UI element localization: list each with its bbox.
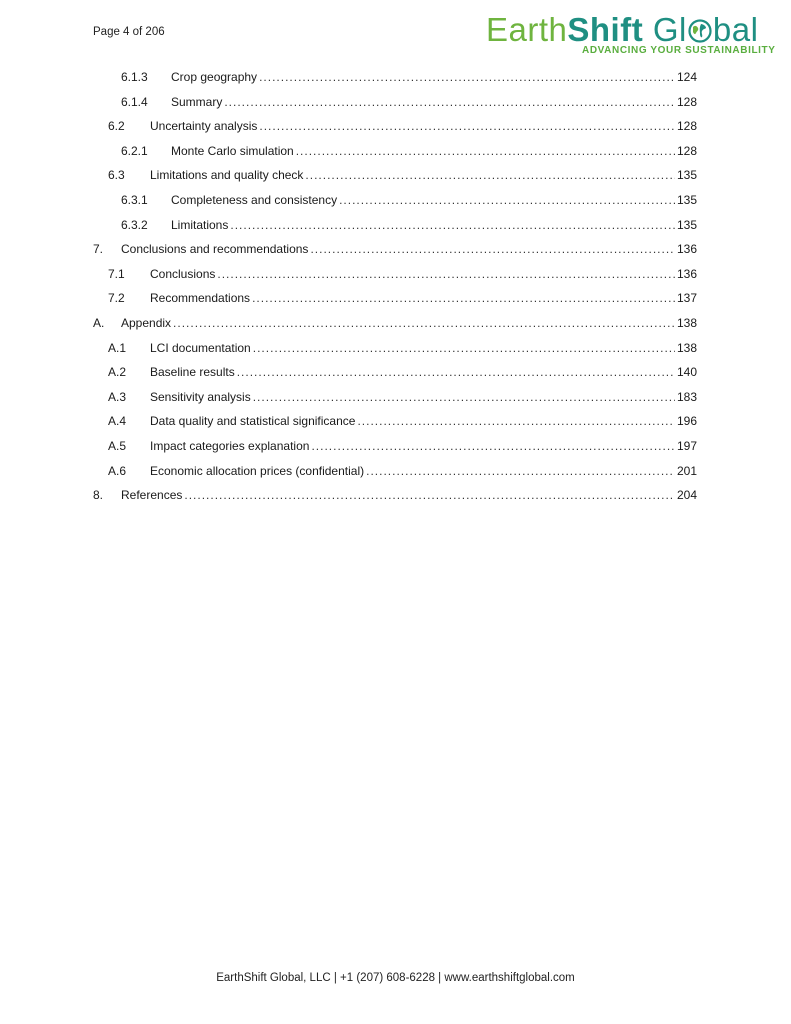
toc-dot-leader [366, 462, 675, 480]
toc-entry[interactable] [108, 437, 697, 455]
toc-entry-page: 183 [676, 389, 697, 404]
toc-entry-page: 197 [676, 439, 697, 453]
toc-entry-page: 196 [676, 414, 697, 429]
toc-dot-leader [224, 93, 675, 111]
toc-entry[interactable] [93, 240, 697, 258]
toc-entry[interactable] [121, 142, 697, 160]
toc-entry[interactable] [108, 462, 697, 480]
toc-entry-page: 135 [676, 193, 697, 207]
toc-entry-title: Crop geography [171, 70, 258, 84]
toc-entry[interactable] [108, 388, 697, 406]
toc-dot-leader [259, 68, 675, 86]
toc-entry[interactable] [93, 314, 697, 332]
toc-entry-page: 138 [676, 316, 697, 330]
toc-dot-leader [253, 388, 675, 406]
toc-entry-title: Conclusions and recommendations [121, 242, 309, 257]
toc-entry-page: 135 [676, 168, 697, 183]
logo-earth-text: Earth [486, 11, 568, 48]
toc-entry-title: Sensitivity analysis [150, 389, 251, 404]
toc-entry-page: 201 [676, 463, 697, 478]
toc-entry[interactable] [108, 363, 697, 381]
toc-dot-leader [259, 117, 675, 135]
toc-entry-title: Baseline results [150, 365, 235, 380]
toc-dot-leader [296, 142, 675, 160]
logo-wordmark [486, 12, 758, 48]
toc-entry[interactable] [108, 289, 697, 307]
toc-entry-page: 124 [676, 70, 697, 84]
toc-entry-title: Monte Carlo simulation [171, 143, 294, 158]
toc-dot-leader [310, 240, 675, 258]
toc-entry-title: Recommendations [150, 291, 251, 306]
toc-entry[interactable] [121, 68, 697, 86]
toc-entry-number: A. [93, 316, 105, 330]
toc-entry-page: 137 [676, 291, 697, 306]
toc-entry-number: 6.3.2 [121, 217, 148, 232]
toc-entry-page: 135 [676, 217, 697, 232]
toc-entry-number: 7.2 [108, 291, 125, 306]
page-footer: EarthShift Global, LLC | +1 (207) 608-6228 | www.earthshiftglobal.com [216, 972, 575, 984]
logo-tagline: ADVANCING YOUR SUSTAINABILITY [582, 45, 776, 56]
logo-shift-text: Shift [567, 11, 644, 48]
toc-entry-page: 204 [676, 488, 697, 503]
toc-dot-leader [237, 363, 675, 381]
toc-entry-number: A.6 [108, 463, 127, 478]
toc-dot-leader [173, 314, 675, 332]
toc-entry-number: 8. [93, 488, 104, 503]
toc-entry-number: 6.2 [108, 119, 125, 134]
toc-entry-title: Summary [171, 94, 223, 109]
logo-gl-text: Gl [652, 11, 687, 48]
toc-entry-title: Conclusions [150, 266, 216, 281]
toc-entry-title: Economic allocation prices (confidential) [150, 463, 365, 478]
toc-entry-number: 6.1.3 [121, 70, 148, 84]
toc-entry[interactable] [108, 265, 697, 283]
company-logo [486, 12, 776, 58]
toc-entry[interactable] [108, 412, 697, 430]
toc-entry[interactable] [121, 93, 697, 111]
toc-dot-leader [311, 437, 675, 455]
toc-entry-title: Appendix [121, 316, 172, 330]
toc-entry-title: Impact categories explanation [150, 439, 310, 453]
toc-entry-title: Limitations and quality check [150, 168, 304, 183]
toc-entry-number: 6.3.1 [121, 193, 148, 207]
toc-entry-number: A.4 [108, 414, 127, 429]
toc-entry-number: A.3 [108, 389, 127, 404]
toc-dot-leader [184, 486, 675, 504]
toc-entry[interactable] [93, 486, 697, 504]
toc-entry-page: 138 [676, 340, 697, 355]
toc-entry-page: 128 [676, 119, 697, 134]
toc-entry[interactable] [108, 117, 697, 135]
toc-entry-number: 6.2.1 [121, 143, 148, 158]
toc-entry-title: Data quality and statistical significance [150, 414, 356, 429]
toc-entry-page: 128 [676, 143, 697, 158]
toc-entry-number: A.2 [108, 365, 127, 380]
toc-entry-page: 136 [676, 266, 697, 281]
toc-dot-leader [253, 339, 675, 357]
toc-dot-leader [252, 289, 675, 307]
toc-entry[interactable] [121, 216, 697, 234]
toc-entry-title: Uncertainty analysis [150, 119, 258, 134]
toc-entry-number: 6.1.4 [121, 94, 148, 109]
toc-entry[interactable] [108, 339, 697, 357]
toc-entry-title: References [121, 488, 183, 503]
toc-entry-number: A.1 [108, 340, 127, 355]
toc-entry-title: LCI documentation [150, 340, 251, 355]
toc-entry-page: 140 [676, 365, 697, 380]
toc-dot-leader [217, 265, 675, 283]
toc-entry-page: 136 [676, 242, 697, 257]
toc-dot-leader [357, 412, 675, 430]
toc-entry-number: 7.1 [108, 266, 125, 281]
toc-entry-title: Completeness and consistency [171, 193, 338, 207]
page-number: Page 4 of 206 [93, 26, 165, 38]
toc-dot-leader [305, 166, 675, 184]
toc-entry-number: 7. [93, 242, 104, 257]
globe-icon [688, 19, 712, 43]
toc-entry-title: Limitations [171, 217, 229, 232]
toc-dot-leader [339, 191, 675, 209]
toc-dot-leader [230, 216, 675, 234]
logo-bal-text: bal [712, 11, 759, 48]
toc-entry-page: 128 [676, 94, 697, 109]
toc-entry[interactable] [121, 191, 697, 209]
toc-entry[interactable] [108, 166, 697, 184]
toc-entry-number: 6.3 [108, 168, 125, 183]
toc-entry-number: A.5 [108, 439, 127, 453]
